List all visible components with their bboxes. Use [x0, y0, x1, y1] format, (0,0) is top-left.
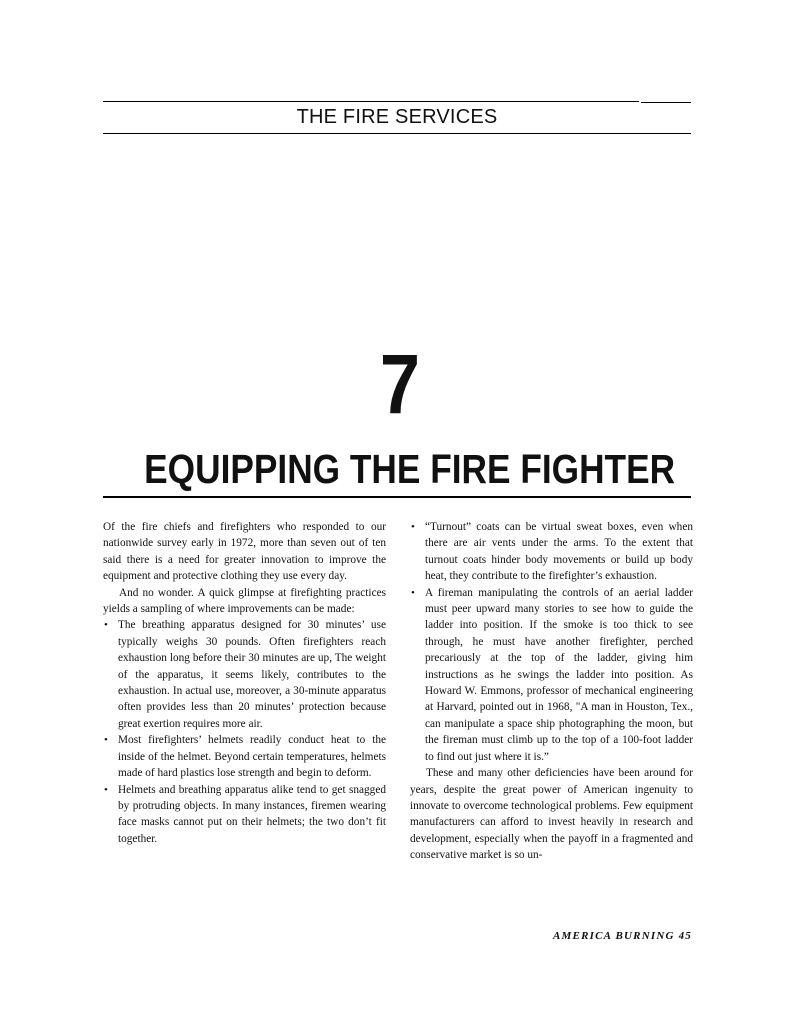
chapter-title-rule: [103, 496, 691, 498]
bullet-icon: •: [104, 619, 108, 632]
bullet-list: [410, 519, 693, 765]
chapter-number: 7: [379, 337, 421, 431]
chapter-title: EQUIPPING THE FIRE FIGHTER: [144, 446, 676, 492]
list-item-text: Most firefighters’ helmets readily conduct heat to the inside of the helmet. Beyond certain temperatures, helmets made of hard plastics lose strength and begin to deform.: [118, 734, 386, 780]
header-top-rule: [103, 101, 639, 102]
bullet-icon: •: [104, 783, 108, 796]
list-item-text: Helmets and breathing apparatus alike tend to get snagged by protruding objects. In many instances, firemen wearing face masks cannot put on their helmets; the two don’t fit together.: [118, 783, 386, 845]
paragraph: These and many other deficiencies have been around for years, despite the great power of American ingenuity to innovate to overcome technological problems. Few equipment manufacturers can afford to invest heavily in research and development, especially when the payoff in a fragmented and conservative market is so un-: [410, 767, 693, 862]
left-column: [103, 519, 386, 847]
list-item: [410, 585, 693, 765]
header-bottom-rule: [103, 133, 691, 134]
bullet-icon: •: [104, 734, 108, 747]
list-item: [103, 617, 386, 732]
list-item-text: A fireman manipulating the controls of an aerial ladder must peer upward many stories to see how to guide the ladder into position. If the smoke is too thick to see through, he must have another firefighter, perched precariously at the top of the ladder, giving him instructions as he swings the ladder into position. As Howard W. Emmons, professor of mechanical engineering at Harvard, pointed out in 1968, "A man in Houston, Tex., can manipulate a space ship photographing the moon, but the fireman must climb up to the top of a 100-foot ladder to find out just where it is.”: [425, 586, 693, 763]
section-header: THE FIRE SERVICES: [296, 106, 498, 128]
bullet-icon: •: [411, 586, 415, 599]
running-footer: AMERICA BURNING 45: [553, 930, 692, 942]
list-item: [410, 519, 693, 585]
bullet-icon: •: [411, 521, 415, 533]
paragraph: And no wonder. A quick glimpse at firefighting practices yields a sampling of where improvements can be made:: [103, 586, 386, 616]
paragraph: Of the fire chiefs and firefighters who responded to our nationwide survey early in 1972, more than seven out of ten said there is a need for greater innovation to improve the equipment and protective clothing they use every day.: [103, 521, 386, 583]
header-top-rule-segment: [641, 102, 691, 103]
list-item-text: The breathing apparatus designed for 30 minutes’ use typically weighs 30 pounds. Often firefighters reach exhaustion long before their 30 minutes are up, The weight of the apparatus, it seems likely, contributes to the exhaustion. In actual use, moreover, a 30-minute apparatus often provides less than 20 minutes’ protection because great exertion requires more air.: [118, 619, 386, 730]
list-item: [103, 732, 386, 781]
list-item-text: “Turnout” coats can be virtual sweat boxes, even when there are air vents under the arms. To the extent that turnout coats hinder body movements or build up body heat, they contribute to the firefighter’s exhaustion.: [425, 521, 693, 583]
bullet-list: [103, 617, 386, 847]
list-item: [103, 782, 386, 848]
right-column: [410, 519, 693, 864]
